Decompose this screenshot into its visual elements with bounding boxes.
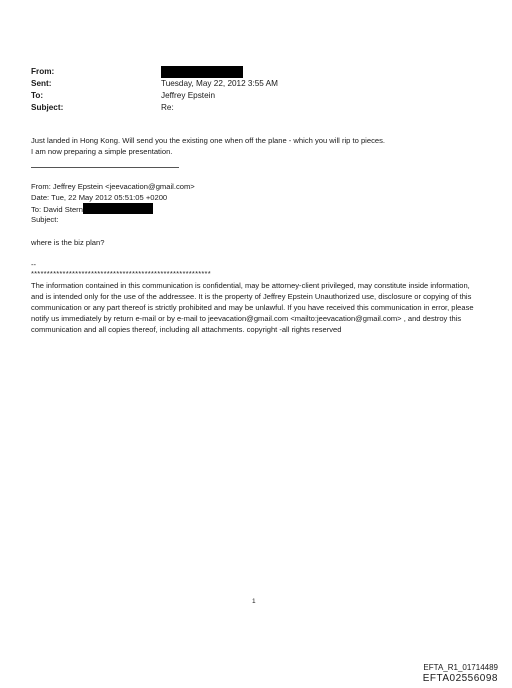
confidentiality-disclaimer: The information contained in this communication is confidential, may be attorney-client privileged, may constitute inside information, and is intended only for the use of the addressee. It is the property of Jeffrey Epstein Unauthorized use, disclosure or copying of this communication or any part thereof is strictly prohibited and may be unlawful. If you have received this communication in error, please notify us immediately by return e-mail or by e-mail to jeevacation@gmail.com <mailto:jeevacation@gmail.com> , and destroy this communication and all copies thereof, including all attachments. copyright -all rights reserved bbox=[31, 281, 474, 334]
bates-number-1: EFTA_R1_01714489 bbox=[423, 663, 498, 672]
sent-label: Sent: bbox=[31, 79, 52, 88]
signature-stars: ********************************************************* bbox=[31, 269, 211, 278]
redaction-box bbox=[83, 203, 153, 214]
bates-number-2: EFTA02556098 bbox=[422, 673, 498, 684]
quoted-header bbox=[31, 181, 195, 225]
message-line: Just landed in Hong Kong. Will send you the existing one when off the plane - which you will rip to pieces. bbox=[31, 136, 386, 145]
separator-line bbox=[31, 167, 179, 168]
subject-value: Re: bbox=[161, 103, 174, 112]
to-label: To: bbox=[31, 91, 44, 100]
email-header bbox=[31, 66, 278, 114]
from-label: From: bbox=[31, 67, 55, 76]
message-line: I am now preparing a simple presentation. bbox=[31, 147, 173, 156]
quoted-from: From: Jeffrey Epstein <jeevacation@gmail.com> bbox=[31, 182, 195, 191]
quoted-body: where is the biz plan? bbox=[31, 238, 105, 247]
quoted-subject: Subject: bbox=[31, 215, 59, 224]
from-row bbox=[31, 66, 278, 78]
signature-dash: -- bbox=[31, 260, 37, 269]
subject-row bbox=[31, 102, 278, 114]
quoted-to: To: David Stern bbox=[31, 203, 195, 214]
subject-label: Subject: bbox=[31, 103, 64, 112]
sent-row bbox=[31, 78, 278, 90]
to-row bbox=[31, 90, 278, 102]
quoted-date: Date: Tue, 22 May 2012 05:51:05 +0200 bbox=[31, 193, 168, 202]
redaction-box bbox=[161, 66, 243, 78]
to-value: Jeffrey Epstein bbox=[161, 91, 216, 100]
message-body bbox=[31, 135, 385, 157]
page-number: 1 bbox=[252, 598, 256, 605]
sent-value: Tuesday, May 22, 2012 3:55 AM bbox=[161, 79, 278, 88]
